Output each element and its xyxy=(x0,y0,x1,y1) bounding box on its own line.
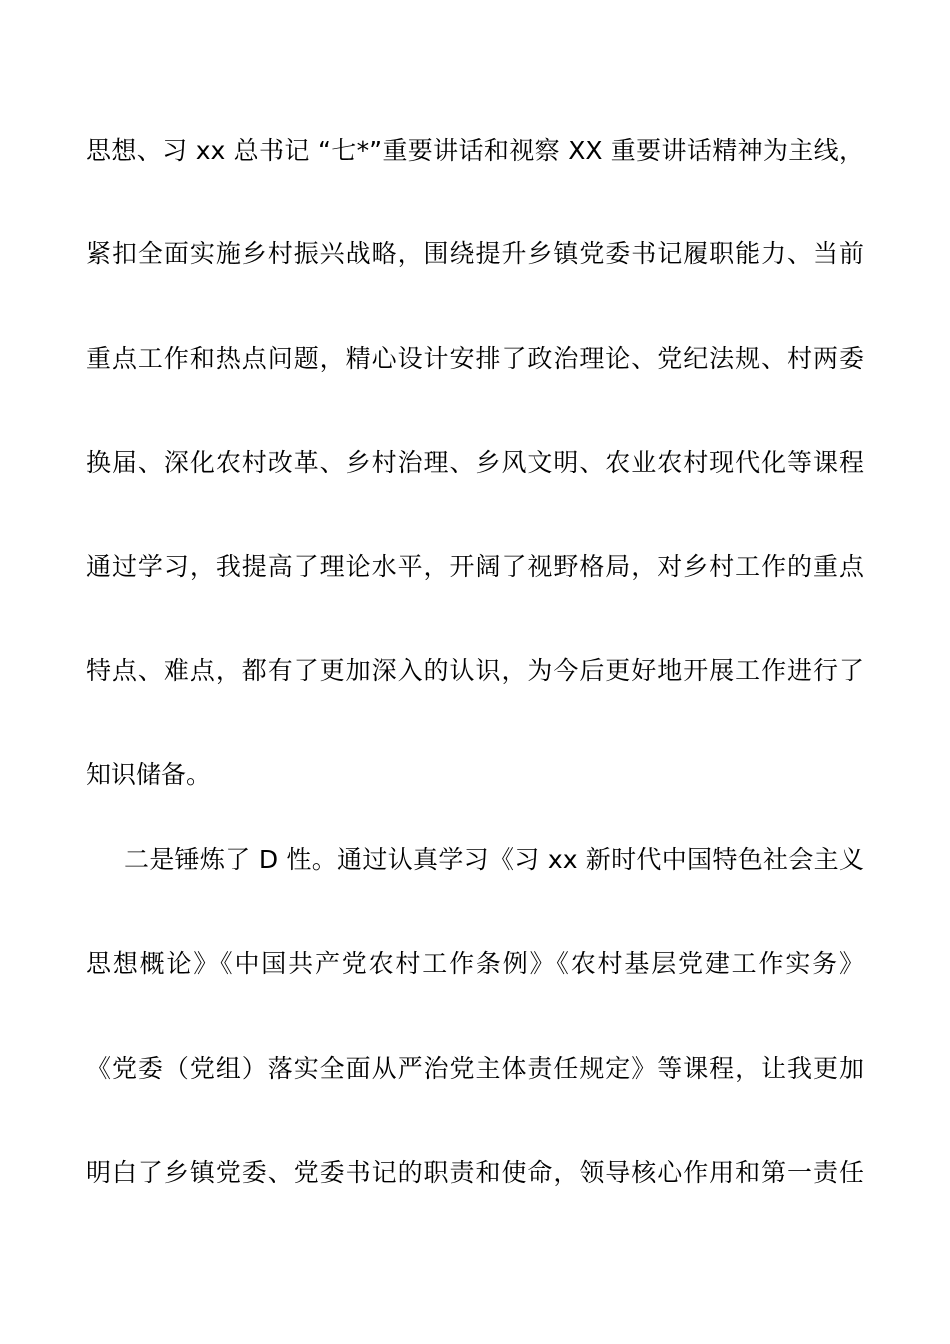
body-text-line: 知识储备。 xyxy=(86,760,212,789)
body-text-line: 思想、习 xx 总书记 “七*”重要讲话和视察 XX 重要讲话精神为主线， xyxy=(86,136,864,165)
body-text-line: 通过学习，我提高了理论水平，开阔了视野格局，对乡村工作的重点 xyxy=(86,552,864,581)
body-text-line: 重点工作和热点问题，精心设计安排了政治理论、党纪法规、村两委 xyxy=(86,344,864,373)
body-text-line: 思想概论》《中国共产党农村工作条例》《农村基层党建工作实务》 xyxy=(86,949,864,978)
body-text-line: 明白了乡镇党委、党委书记的职责和使命，领导核心作用和第一责任 xyxy=(86,1158,864,1187)
body-text-line: 《党委（党组）落实全面从严治党主体责任规定》等课程，让我更加 xyxy=(86,1054,864,1083)
body-text-line: 特点、难点，都有了更加深入的认识，为今后更好地开展工作进行了 xyxy=(86,656,864,685)
body-text-line: 紧扣全面实施乡村振兴战略，围绕提升乡镇党委书记履职能力、当前 xyxy=(86,239,864,268)
body-text-line: 换届、深化农村改革、乡村治理、乡风文明、农业农村现代化等课程 xyxy=(86,448,864,477)
paragraph-first-line: 二是锤炼了 D 性。通过认真学习《习 xx 新时代中国特色社会主义 xyxy=(124,845,864,874)
